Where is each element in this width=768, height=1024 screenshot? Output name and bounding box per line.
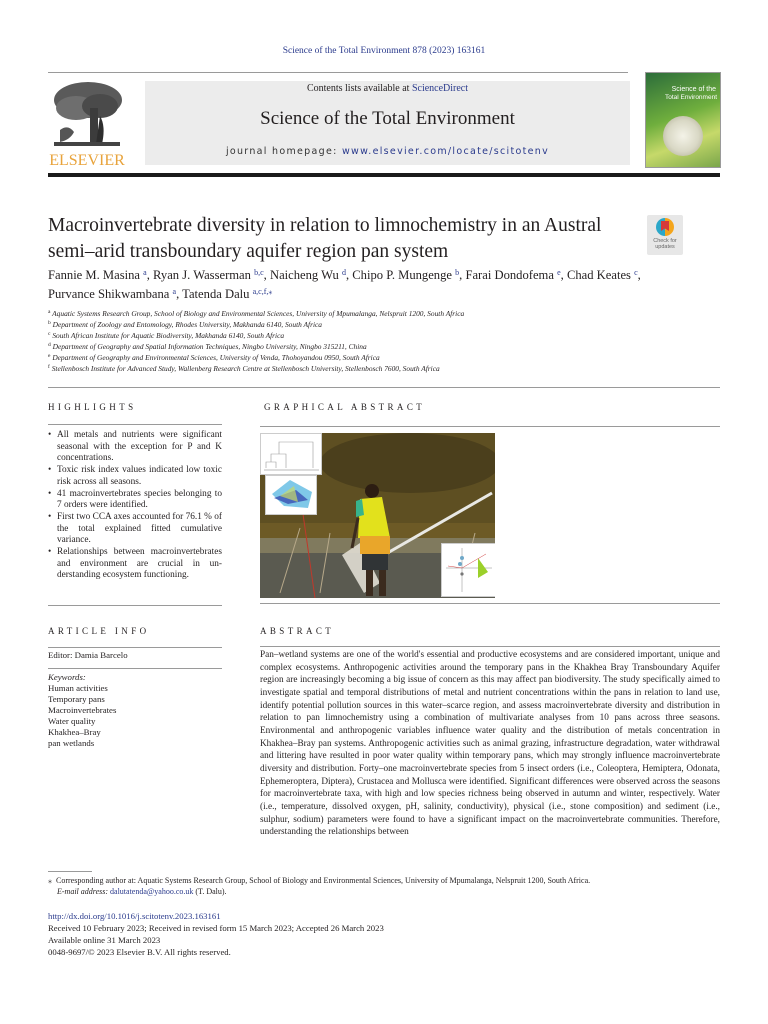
corresponding-author-footnote <box>48 875 728 897</box>
highlight-item: • 41 macroinvertebrates species belonging to 7 orders were identified. <box>48 489 222 512</box>
keyword: Khakhea–Bray <box>48 727 101 737</box>
keyword: pan wetlands <box>48 738 95 748</box>
section-divider <box>48 387 720 388</box>
copyright: 0048-9697/© 2023 Elsevier B.V. All rights reserved. <box>48 947 231 957</box>
author-affiliation-link[interactable]: b <box>455 268 460 277</box>
author-affiliation-link[interactable]: a,c,f,⁎ <box>252 287 273 296</box>
elsevier-wordmark: ELSEVIER <box>49 152 125 169</box>
abstract-heading: ABSTRACT <box>260 626 335 636</box>
highlight-item: • First two CCA axes accounted for 76.1 % of the total explained fitted cumulative variance. <box>48 512 222 547</box>
email-link[interactable]: dalutatenda@yahoo.co.uk <box>110 887 194 896</box>
email-label: E-mail address: <box>57 887 109 896</box>
inset-map <box>265 475 317 515</box>
author-affiliation-link[interactable]: d <box>341 268 346 277</box>
author-affiliation-link[interactable]: a <box>143 268 147 277</box>
article-title: Macroinvertebrate diversity in relation to limnochemistry in an Austral semi–arid transboundary aquifer region pan system <box>48 215 602 262</box>
editor: Editor: Damia Barcelo <box>48 650 128 660</box>
keyword: Macroinvertebrates <box>48 705 117 715</box>
highlights-rule-top <box>48 424 222 425</box>
highlights-rule-bottom <box>48 605 222 606</box>
masthead-bottom-rule <box>48 173 720 177</box>
keyword: Water quality <box>48 716 96 726</box>
author-affiliation-link[interactable]: c <box>634 268 638 277</box>
inset-cca-plot <box>441 543 495 597</box>
affiliation: $^a$ Aquatic Systems Research Group, School of Biology and Environmental Sciences, University of Mpumalanga, Nelspruit 1200, South Africa <box>48 309 465 318</box>
author-list: Fannie M. Masina $^a$, Ryan J. Wasserman $^{b,c}$, Naicheng Wu $^d$, Chipo P. Mungenge $^b$, Farai Dondofema $^e$, Chad Keates $^c$, Purvance Shikwambana $^a$, Tatenda Dalu $^{a,c,f,⁎}$ <box>48 268 641 301</box>
article-info-rule-top <box>48 647 222 648</box>
cover-title-line1: Science of the <box>671 86 716 93</box>
received-dates: Received 10 February 2023; Received in revised form 15 March 2023; Accepted 26 March 2023 <box>48 923 384 933</box>
corresponding-author-text: Corresponding author at: Aquatic Systems Research Group, School of Biology and Environmental Sciences, University of Mpumalanga, Nelspruit 1200, South Africa. <box>56 876 591 885</box>
graphical-abstract-image[interactable] <box>260 433 495 598</box>
journal-homepage <box>145 146 630 157</box>
highlights-list <box>48 430 222 582</box>
footnote-marker: ⁎ <box>48 876 52 885</box>
highlight-item: • Relationships between macroinvertebrates and environment are crucial in understanding ecosystem functioning. <box>48 547 222 582</box>
abstract-text: Pan–wetland systems are one of the world's essential and productive ecosystems and are considered important, unique and complex ecosystems. Anthropogenic activities around the temporary pans in the Khakhea Bray Transboundary Aquifer region are increasingly becoming a big issue of concern as this may affect pan biodiversity. The study specifically aimed to investigate spatial and temporal distributions of metal and nutrient concentrations within the pans in relation to land use, identify potential pollution sources in this water–scarce region, and assess macroinvertebrate diversity and distribution in relation to pan limnochemistry using a combination of multivariate analyses from 10 pans across three seasons. Environmental and anthropogenic variables influence water quality and the distribution of metals concentration in Khakhea–Bray pan systems. Anthropogenic activities such as animal grazing, infrastructure degradation, water withdrawal and littering have resulted in poor water quality within temporary pans, which may strongly influence macroinvertebrate diversity and distribution. Forty–one macroinvertebrate species from 5 insect orders (i.e., Coleoptera, Hemiptera, Odonata, Ephemeroptera, Diptera), Crustacea and Mollusca were identified. Significant differences were observed across the seasons for macroinvertebrate taxa, with high and low species richness being observed in autumn and winter, respectively. Water (i.e., temperature, dissolved oxygen, pH, salinity, conductivity), physical (i.e., stone composition) and sediment (i.e., sulphur, sodium) parameters were found to have a significant impact on the macroinvertebrate communities. Therefore, understanding the relationships between <box>260 650 720 838</box>
highlights-heading: HIGHLIGHTS <box>48 402 137 412</box>
journal-title: Science of the Total Environment <box>260 108 515 129</box>
author[interactable]: Fannie M. Masina $^a$ <box>48 268 147 282</box>
elsevier-tree-icon <box>50 80 124 148</box>
author[interactable]: Ryan J. Wasserman $^{b,c}$ <box>153 268 264 282</box>
author[interactable]: Purvance Shikwambana $^a$ <box>48 287 177 301</box>
doi-link[interactable]: http://dx.doi.org/10.1016/j.scitotenv.2023.163161 <box>48 911 221 921</box>
author[interactable]: Naicheng Wu $^d$ <box>269 268 346 282</box>
available-online: Available online 31 March 2023 <box>48 935 161 945</box>
keywords-label: Keywords: <box>48 672 86 682</box>
sciencedirect-link[interactable]: ScienceDirect <box>411 83 469 94</box>
keyword: Temporary pans <box>48 694 105 704</box>
affiliation: $^f$ Stellenbosch Institute for Advanced Study, Wallenberg Research Centre at Stellenbosch University, Stellenbosch 7600, South Africa <box>48 364 440 373</box>
affiliation: $^c$ South African Institute for Aquatic Biodiversity, Makhanda 6140, South Africa <box>48 331 285 340</box>
graphical-abstract-rule-top <box>260 426 720 427</box>
author-affiliation-link[interactable]: b,c <box>254 268 264 277</box>
cover-title-line2: Total Environment <box>664 94 717 101</box>
footnote-rule <box>48 871 92 872</box>
email-suffix: (T. Dalu). <box>193 887 227 896</box>
contents-line <box>145 83 630 94</box>
elsevier-logo[interactable] <box>48 80 126 169</box>
running-head[interactable]: Science of the Total Environment 878 (2023) 163161 <box>282 46 486 56</box>
masthead-top-rule <box>48 72 628 73</box>
contents-prefix: Contents lists available at <box>306 83 412 94</box>
author[interactable]: Chipo P. Mungenge $^b$ <box>352 268 460 282</box>
author-affiliation-link[interactable]: a <box>172 287 177 296</box>
crossmark-label: Check for updates <box>653 238 677 250</box>
check-for-updates-button[interactable] <box>647 215 683 255</box>
graphical-abstract-heading: GRAPHICAL ABSTRACT <box>264 402 426 412</box>
crossmark-icon <box>656 218 674 236</box>
keywords <box>48 672 116 749</box>
publication-info <box>48 910 384 958</box>
journal-cover-image[interactable] <box>645 72 721 168</box>
author[interactable]: Chad Keates $^c$ <box>566 268 638 282</box>
author[interactable]: Tatenda Dalu $^{a,c,f,⁎}$ <box>182 287 273 301</box>
journal-homepage-link[interactable]: www.elsevier.com/locate/scitotenv <box>341 146 550 157</box>
author-affiliation-link[interactable]: e <box>557 268 561 277</box>
article-info-heading: ARTICLE INFO <box>48 626 150 636</box>
keyword: Human activities <box>48 683 108 693</box>
affiliation: $^b$ Department of Zoology and Entomology, Rhodes University, Makhanda 6140, South Africa <box>48 320 322 329</box>
article-info-rule-mid <box>48 668 222 669</box>
cover-flower-graphic <box>663 116 703 156</box>
affiliation: $^e$ Department of Geography and Environmental Sciences, University of Venda, Thohoyandou 0950, South Africa <box>48 353 380 362</box>
highlight-item: • Toxic risk index values indicated low toxic risk across all seasons. <box>48 465 222 488</box>
homepage-prefix: journal homepage: <box>225 146 342 157</box>
journal-banner <box>145 81 630 165</box>
abstract-rule <box>260 646 720 647</box>
graphical-abstract-rule-bottom <box>260 603 720 604</box>
inset-dendrogram <box>260 433 322 475</box>
author[interactable]: Farai Dondofema $^e$ <box>465 268 561 282</box>
affiliation: $^d$ Department of Geography and Spatial Information Techniques, Ningbo University, Ningbo 315211, China <box>48 342 367 351</box>
highlight-item: • All metals and nutrients were significant seasonal with the exception for P and K concentrations. <box>48 430 222 465</box>
affiliations <box>48 308 728 374</box>
